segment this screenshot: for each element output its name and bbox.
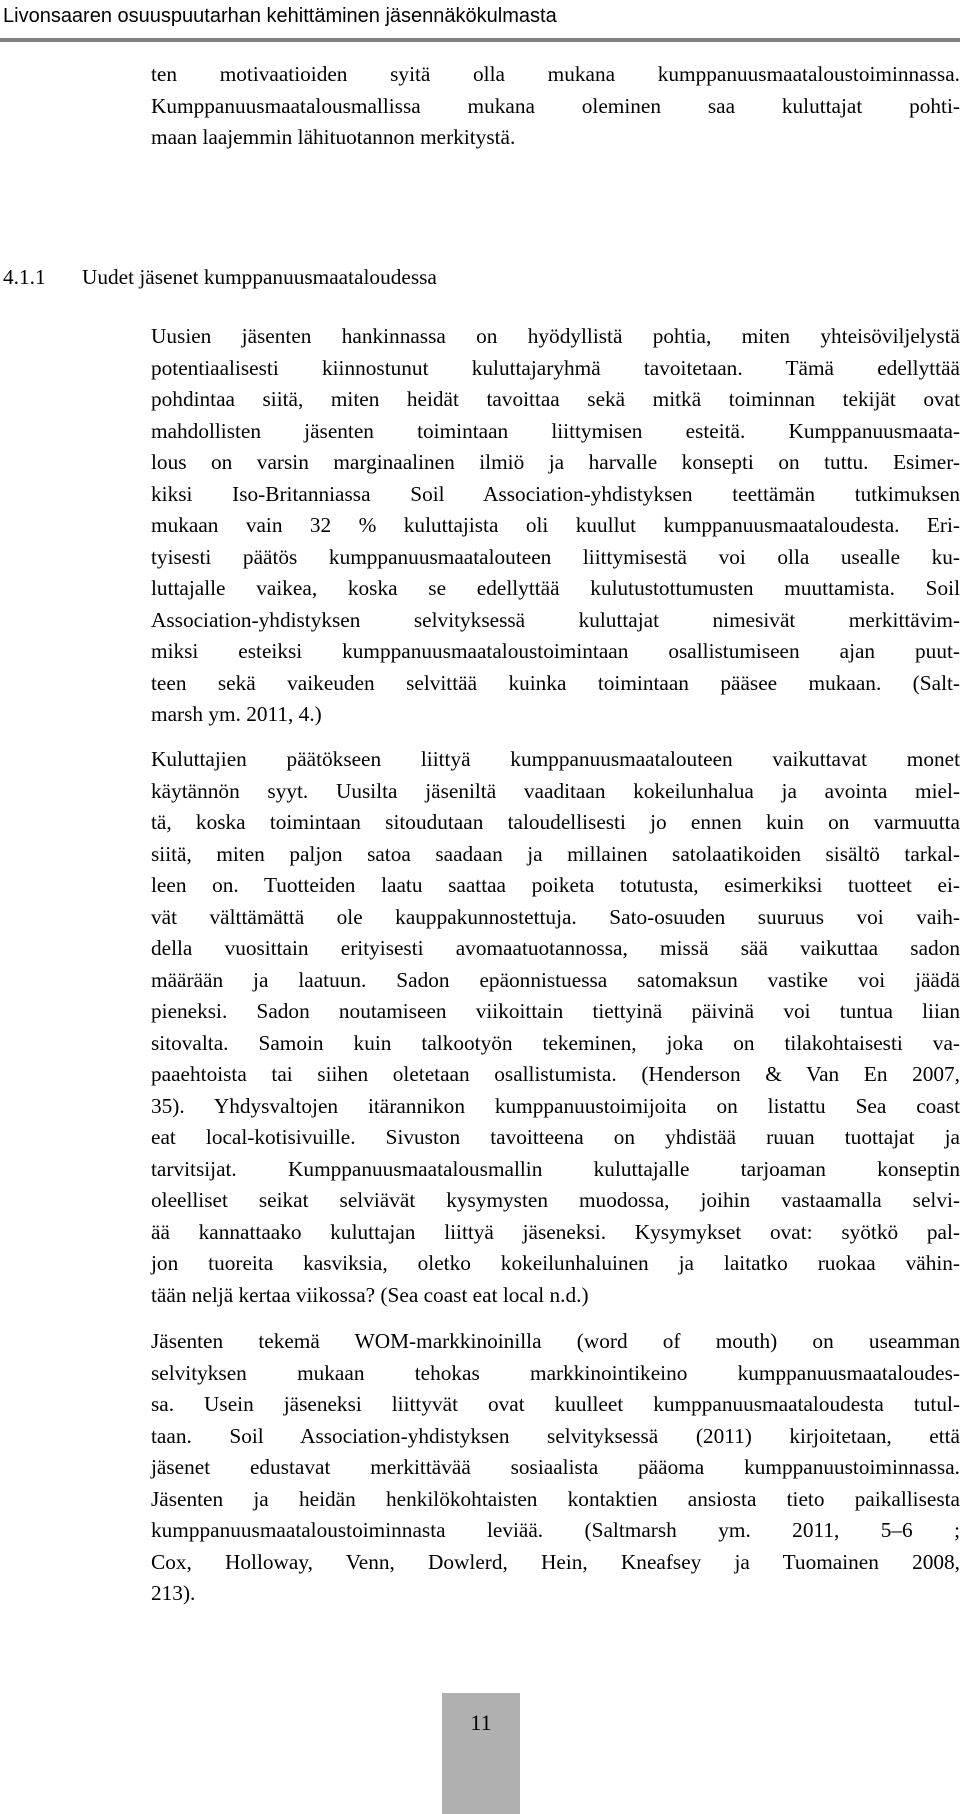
page-number: 11 <box>470 1710 492 1735</box>
section-title: Uudet jäsenet kumppanuusmaataloudessa <box>82 265 437 289</box>
section-number: 4.1.1 <box>3 265 46 289</box>
text-line: tä, koska toimintaan sitoudutaan taloudellisesti jo ennen kuin on varmuutta <box>151 810 960 834</box>
text-line: miksi esteiksi kumppanuusmaataloustoimintaan osallistumiseen ajan puut- <box>151 639 960 663</box>
running-header <box>0 0 960 42</box>
header-title: Livonsaaren osuuspuutarhan kehittäminen jäsennäkökulmasta <box>3 5 557 27</box>
text-line: mukaan vain 32 % kuluttajista oli kuullut kumppanuusmaataloudesta. Eri- <box>151 513 960 537</box>
text-line: 213). <box>151 1581 196 1605</box>
text-line: pohdintaa siitä, miten heidät tavoittaa sekä mitkä toiminnan tekijät ovat <box>151 387 960 411</box>
text-line: taan. Soil Association-yhdistyksen selvityksessä (2011) kirjoitetaan, että <box>151 1423 960 1448</box>
text-line: 35). Yhdysvaltojen itärannikon kumppanuustoimijoita on listattu Sea coast <box>151 1093 960 1118</box>
text-line: selvityksen mukaan tehokas markkinointikeino kumppanuusmaataloudes- <box>151 1360 960 1385</box>
section-heading <box>0 262 960 294</box>
text-line: Kuluttajien päätökseen liittyä kumppanuusmaatalouteen vaikuttavat monet <box>151 747 960 771</box>
text-line: tyisesti päätös kumppanuusmaatalouteen liittymisestä voi olla usealle ku- <box>151 544 960 569</box>
text-line: pieneksi. Sadon noutamiseen viikoittain tiettyinä päivinä voi tuntua liian <box>151 999 960 1023</box>
paragraph-new-members <box>151 321 960 731</box>
text-line: määrään ja laatuun. Sadon epäonnistuessa satomaksun vastike voi jäädä <box>151 967 960 992</box>
page-number-box <box>442 1693 520 1814</box>
text-line: maan laajemmin lähituotannon merkitystä. <box>151 125 516 149</box>
text-line: sa. Usein jäseneksi liittyvät ovat kuulleet kumppanuusmaataloudesta tutul- <box>151 1392 960 1416</box>
text-line: Cox, Holloway, Venn, Dowlerd, Hein, Kneafsey ja Tuomainen 2008, <box>151 1549 960 1574</box>
text-line: Association-yhdistyksen selvityksessä kuluttajat nimesivät merkittävim- <box>151 607 960 632</box>
text-line: vät välttämättä ole kauppakunnostettuja. Sato-osuuden suuruus voi vaih- <box>151 904 960 929</box>
text-line: käytännön syyt. Uusilta jäseniltä vaaditaan kokeilunhalua ja avointa miel- <box>151 778 960 803</box>
text-line: Jäsenten tekemä WOM-markkinoinilla (word of mouth) on useamman <box>151 1329 960 1353</box>
text-line: tarvitsijat. Kumppanuusmaatalousmallin kuluttajalle tarjoaman konseptin <box>151 1156 960 1181</box>
text-line: leen on. Tuotteiden laatu saattaa poiketa totutusta, esimerkiksi tuotteet ei- <box>151 873 960 897</box>
text-line: ää kannattaako kuluttajan liittyä jäseneksi. Kysymykset ovat: syötkö pal- <box>151 1219 960 1244</box>
text-line: lous on varsin marginaalinen ilmiö ja harvalle konsepti on tuttu. Esimer- <box>151 450 960 474</box>
text-line: oleelliset seikat selviävät kysymysten muodossa, joihin vastaamalla selvi- <box>151 1188 960 1212</box>
text-line: teen sekä vaikeuden selvittää kuinka toimintaan pääsee mukaan. (Salt- <box>151 670 960 695</box>
text-line: della vuosittain erityisesti avomaatuotannossa, missä sää vaikuttaa sadon <box>151 936 960 960</box>
text-line: Uusien jäsenten hankinnassa on hyödyllistä pohtia, miten yhteisöviljelystä <box>151 324 960 348</box>
text-line: sitovalta. Samoin kuin talkootyön tekeminen, joka on tilakohtaisesti va- <box>151 1030 960 1055</box>
text-line: jäsenet edustavat merkittävää sosiaalista pääoma kumppanuustoiminnassa. <box>151 1455 960 1479</box>
text-line: potentiaalisesti kiinnostunut kuluttajaryhmä tavoitetaan. Tämä edellyttää <box>151 355 960 380</box>
text-line: paaehtoista tai siihen oletetaan osallistumista. (Henderson & Van En 2007, <box>151 1062 960 1086</box>
text-line: marsh ym. 2011, 4.) <box>151 702 322 726</box>
text-line: kiksi Iso-Britanniassa Soil Association-yhdistyksen teettämän tutkimuksen <box>151 481 960 506</box>
text-line: ten motivaatioiden syitä olla mukana kumppanuusmaataloustoiminnassa. <box>151 62 960 86</box>
paragraph-word-of-mouth <box>151 1326 960 1610</box>
text-line: eat local-kotisivuille. Sivuston tavoitteena on yhdistää ruuan tuottajat ja <box>151 1125 960 1149</box>
text-line: jon tuoreita kasviksia, oletko kokeilunhaluinen ja laitatko ruokaa vähin- <box>151 1251 960 1275</box>
text-line: kumppanuusmaataloustoiminnasta leviää. (Saltmarsh ym. 2011, 5–6 ; <box>151 1518 960 1542</box>
text-line: Jäsenten ja heidän henkilökohtaisten kontaktien ansiosta tieto paikallisesta <box>151 1486 960 1511</box>
text-line: luttajalle vaikea, koska se edellyttää kulutustottumusten muuttamista. Soil <box>151 576 960 600</box>
text-line: siitä, miten paljon satoa saadaan ja millainen satolaatikoiden sisältö tarkal- <box>151 841 960 866</box>
paragraph-consumer-decisions <box>151 744 960 1311</box>
text-line: tään neljä kertaa viikossa? (Sea coast eat local n.d.) <box>151 1282 589 1307</box>
text-line: Kumppanuusmaatalousmallissa mukana oleminen saa kuluttajat pohti- <box>151 93 960 118</box>
paragraph-continued <box>151 59 960 154</box>
text-line: mahdollisten jäsenten toimintaan liittymisen esteitä. Kumppanuusmaata- <box>151 418 960 443</box>
